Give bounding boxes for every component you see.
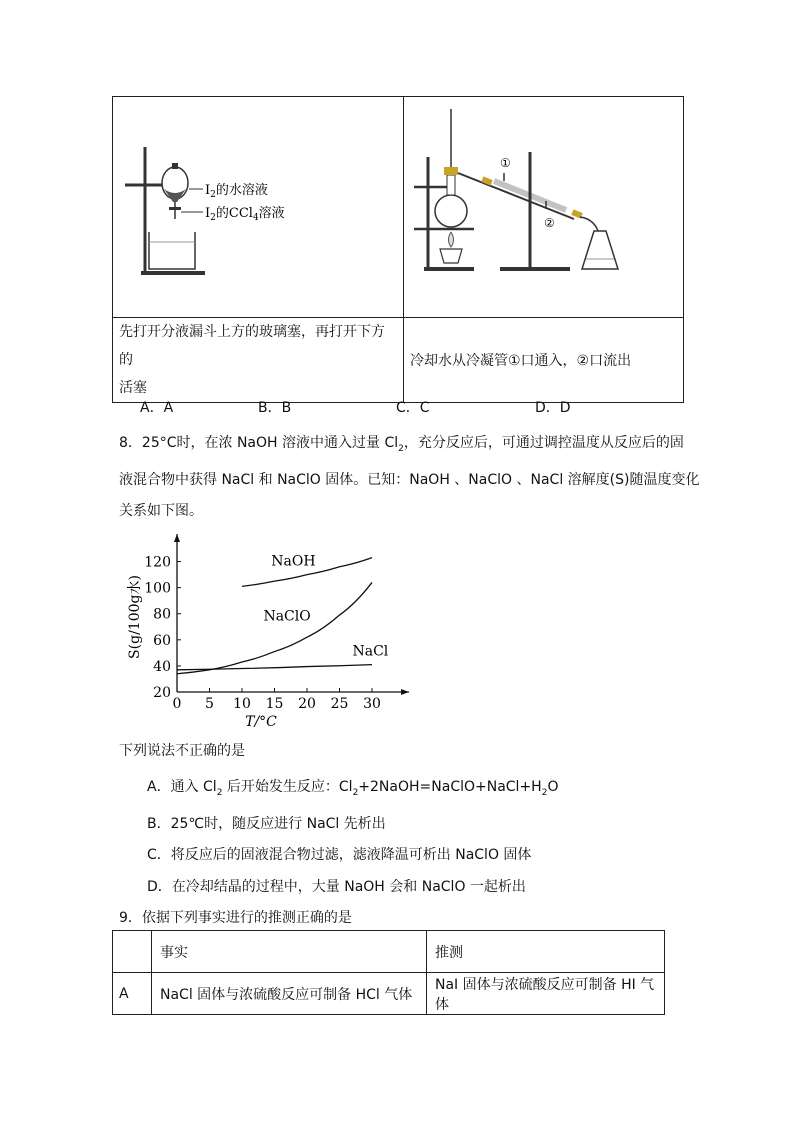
q9-row-a-fact: NaCl 固体与浓硫酸反应可制备 HCl 气体 [152,973,427,1015]
x-tick-label: 20 [298,696,316,712]
x-axis-arrow [401,689,409,695]
left-caption-line-1: 先打开分液漏斗上方的玻璃塞，再打开下方的 [119,324,385,368]
solubility-chart [115,530,415,735]
q9-row-a-label: A [113,973,152,1015]
left-caption-line-2: 活塞 [119,380,147,396]
y-tick-label: 120 [144,554,171,571]
y-axis-label: S(g/100g水) [127,575,143,659]
series-line-naclo [177,582,372,673]
series-label-naoh: NaOH [271,553,316,570]
q8-stem-line-2: 液混合物中获得 NaCl 和 NaClO 固体。已知：NaOH 、NaClO 、NaCl 溶解度(S)随温度变化 [119,472,700,488]
q7-option-b: B．B [258,400,292,416]
q8-question: 下列说法不正确的是 [119,743,245,759]
x-tick-label: 15 [265,696,284,712]
q8-option-a: A．通入 $Cl_2$ 后开始发生反应：$Cl_2+2NaOH=NaClO+NaCl+H_2O$ [147,779,559,798]
q9-table [112,930,665,1015]
right-apparatus-cell [404,97,684,318]
distillation-diagram [404,97,683,317]
q8-option-c: C．将反应后的固液混合物过滤，滤液降温可析出 NaClO 固体 [147,847,532,863]
y-tick-label: 40 [153,658,171,675]
x-tick-label: 25 [330,696,349,712]
port-1-marker: ① [500,156,511,170]
q7-option-a: A．A [140,400,174,416]
series-label-naclo: NaClO [263,608,311,625]
experiment-table [112,96,684,403]
y-tick-label: 80 [153,606,171,623]
left-apparatus-cell [113,97,404,318]
ccl4-label: $I_2$的CCl$_4$溶液 [205,206,285,223]
q8-stem-line-3: 关系如下图。 [119,503,203,519]
q8-option-d: D．在冷却结晶的过程中，大量 NaOH 会和 NaClO 一起析出 [147,879,526,895]
q8-stem-line-1: 8．25°C时，在浓 NaOH 溶液中通入过量 $Cl_2$，充分反应后，可通过调控温度从反应后的固 [119,435,684,454]
x-tick-label: 5 [205,696,214,712]
left-caption-cell [113,318,404,403]
q9-stem: 9．依据下列事实进行的推测正确的是 [119,910,352,926]
q9-row-a-inference: NaI 固体与浓硫酸反应可制备 HI 气体 [427,973,665,1015]
q7-option-d: D．D [535,400,571,416]
q9-header-inference: 推测 [427,931,665,973]
x-axis-label: T/°C [245,714,277,730]
y-tick-label: 100 [144,580,171,597]
q7-option-c: C．C [396,400,430,416]
port-2-marker: ② [544,216,555,230]
x-tick-label: 30 [363,696,381,712]
right-caption-cell [404,318,684,403]
separatory-funnel-diagram [113,97,403,317]
y-axis-arrow [174,534,180,542]
q9-header-fact: 事实 [152,931,427,973]
series-line-nacl [177,665,372,670]
right-caption: 冷却水从冷凝管①口通入，②口流出 [410,353,632,369]
aqueous-label: $I_2$的水溶液 [205,183,268,200]
series-label-nacl: NaCl [352,643,389,660]
x-tick-label: 0 [172,696,182,712]
y-tick-label: 60 [153,632,171,649]
q8-option-b: B．25℃时，随反应进行 NaCl 先析出 [147,816,386,832]
y-tick-label: 20 [153,685,171,701]
q9-header-blank [113,931,152,973]
x-tick-label: 10 [233,696,251,712]
